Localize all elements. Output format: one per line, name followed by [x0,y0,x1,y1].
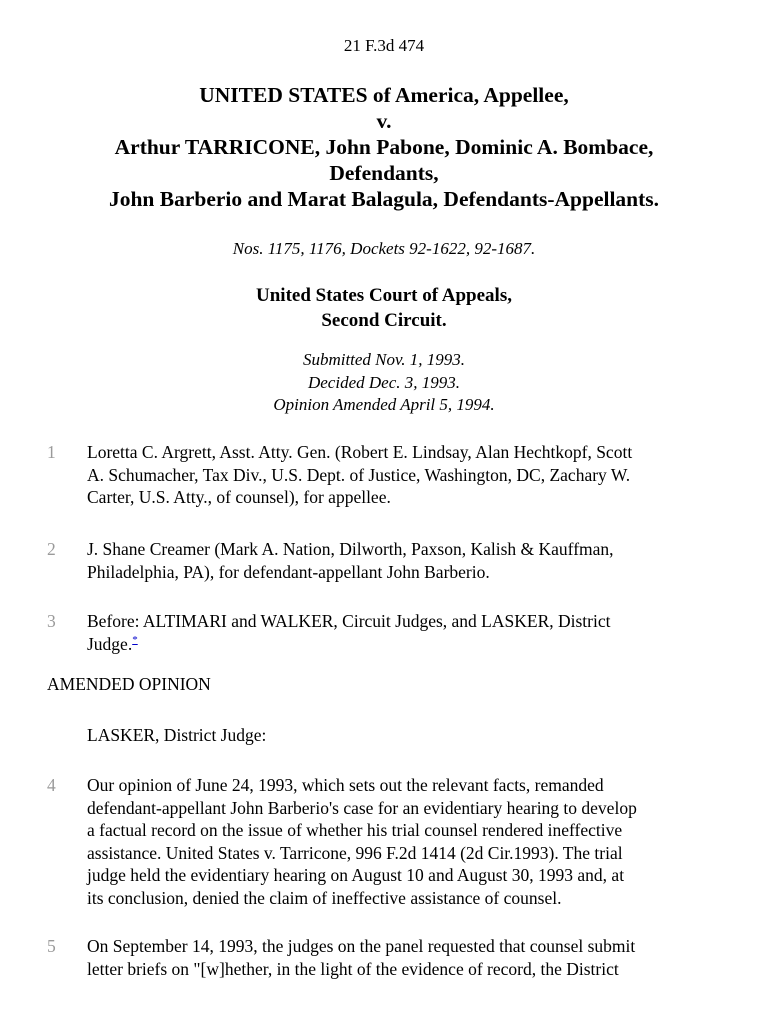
case-citation: 21 F.3d 474 [343,36,425,55]
paragraph-text [87,610,727,655]
paragraph-line: its conclusion, denied the claim of ineffective assistance of counsel. [87,887,562,908]
paragraph-line: Carter, U.S. Atty., of counsel), for appellee. [87,487,391,507]
paragraph-number: 3 [47,611,56,631]
paragraph-line: a factual record on the issue of whether his trial counsel rendered ineffective [87,820,623,840]
paragraph-number: 4 [47,775,56,795]
paragraph-number: 5 [47,936,56,956]
paragraph-line: judge held the evidentiary hearing on August 10 and August 30, 1993 and, at [87,865,625,885]
paragraph-number: 2 [47,539,56,559]
paragraph-text [87,935,727,980]
caption-appellants: John Barberio and Marat Balagula, Defendants-Appellants. [108,187,660,211]
paragraph-line: A. Schumacher, Tax Div., U.S. Dept. of Justice, Washington, DC, Zachary W. [87,464,631,485]
paragraph-line: J. Shane Creamer (Mark A. Nation, Dilworth, Paxson, Kalish & Kauffman, [87,539,614,559]
caption-appellee: UNITED STATES of America, Appellee, [199,83,569,107]
court-name-line1: United States Court of Appeals, [256,285,512,306]
docket-numbers: Nos. 1175, 1176, Dockets 92-1622, 92-1687. [232,239,536,258]
court-name-line2: Second Circuit. [321,310,447,331]
opinion-author: LASKER, District Judge: [87,725,267,745]
caption-defendants-label: Defendants, [329,161,439,185]
paragraph-line: assistance. United States v. Tarricone, 996 F.2d 1414 (2d Cir.1993). The trial [87,842,623,863]
submitted-date: Submitted Nov. 1, 1993. [302,350,466,369]
paragraph-line: On September 14, 1993, the judges on the panel requested that counsel submit [87,936,636,956]
paragraph-line: Before: ALTIMARI and WALKER, Circuit Judges, and LASKER, District [87,611,611,631]
caption-defendants-names: Arthur TARRICONE, John Pabone, Dominic A. Bombace, [114,135,654,159]
paragraph-line: letter briefs on "[w]hether, in the light of the evidence of record, the District [87,958,619,979]
paragraph-text [87,774,727,909]
section-heading: AMENDED OPINION [47,674,211,694]
paragraph-text [87,441,727,509]
procedural-dates [0,349,768,417]
case-caption [0,82,768,212]
paragraph-text [87,538,727,583]
paragraph-line: defendant-appellant John Barberio's case for an evidentiary hearing to develop [87,797,637,818]
paragraph-number: 1 [47,442,56,462]
court-name [0,283,768,333]
paragraph-line: Our opinion of June 24, 1993, which sets out the relevant facts, remanded [87,775,604,795]
paragraph-line-text: Judge. [87,633,133,654]
paragraph-line: Loretta C. Argrett, Asst. Atty. Gen. (Robert E. Lindsay, Alan Hechtkopf, Scott [87,442,633,462]
paragraph-line: Philadelphia, PA), for defendant-appellant John Barberio. [87,561,490,582]
decided-date: Decided Dec. 3, 1993. [307,372,460,392]
paragraph-line [87,633,727,656]
caption-versus: v. [376,109,392,133]
amended-date: Opinion Amended April 5, 1994. [273,395,495,414]
footnote-link[interactable]: * [132,633,138,646]
